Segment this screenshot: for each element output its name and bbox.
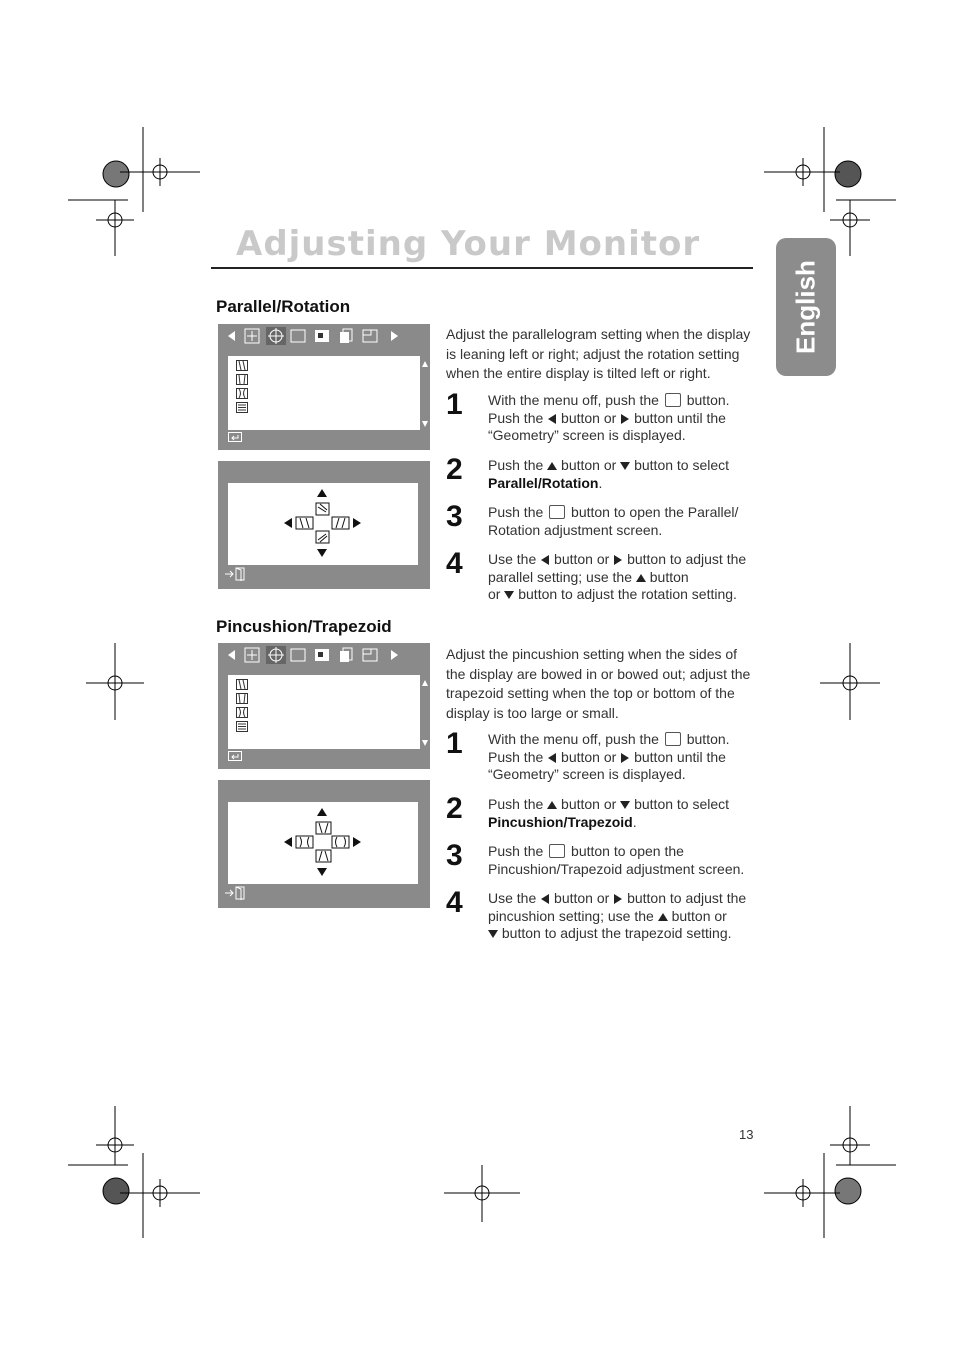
- step-text: Use the button or button to adjust the pincushion setting; use the button or button to adjust the trapezoid setting.: [488, 890, 747, 941]
- osd-window-icon: [362, 328, 378, 344]
- osd-right-arrow-icon: [386, 647, 402, 663]
- page-title: Adjusting Your Monitor: [236, 224, 701, 264]
- osd-adjust-area: [228, 483, 418, 565]
- step-text: With the menu off, push the button. Push the button or button until the “Geometry” screen is displayed.: [488, 731, 730, 782]
- osd-list-area: [228, 675, 420, 749]
- osd-position-icon: [244, 328, 260, 344]
- step-text: Push the button or button to select Pincushion/Trapezoid.: [488, 796, 730, 830]
- language-tab-label: English: [790, 260, 821, 354]
- step-text: Push the button to open the Pincushion/Trapezoid adjustment screen.: [488, 843, 745, 877]
- up-arrow-icon: [547, 800, 557, 810]
- pincushion-icon: [236, 388, 248, 399]
- osd-contrast-icon: [314, 647, 330, 663]
- osd-right-arrow-icon: [386, 328, 402, 344]
- up-arrow-icon: [547, 461, 557, 471]
- step-number: 3: [446, 839, 463, 872]
- osd-adjust-area: [228, 802, 418, 884]
- step-number: 2: [446, 792, 463, 825]
- down-arrow-icon: [620, 461, 630, 471]
- osd-enter-icon: [228, 432, 242, 442]
- step-number: 1: [446, 727, 463, 760]
- list-menu-icon: [236, 721, 248, 732]
- title-rule: [211, 267, 753, 269]
- pincushion-icon: [236, 707, 248, 718]
- section-intro-pincushion-trapezoid: Adjust the pincushion setting when the sides of the display are bowed in or bowed out; adjust the trapezoid setting when the top or bottom of the display is too large or small.: [446, 646, 751, 721]
- step-number: 1: [446, 388, 463, 421]
- osd-scroll-down-icon: [421, 739, 429, 747]
- parallelogram-icon: [236, 360, 248, 371]
- osd-scroll-up-icon: [421, 679, 429, 687]
- step-number: 4: [446, 886, 463, 919]
- step-text: Use the button or button to adjust the parallel setting; use the button or button to adjust the rotation setting.: [488, 551, 747, 602]
- adjust-arrows-diagram: [228, 802, 418, 884]
- step-text: Push the button to open the Parallel/ Rotation adjustment screen.: [488, 504, 739, 538]
- section-heading-parallel-rotation: Parallel/Rotation: [216, 297, 351, 316]
- osd-size-icon: [290, 328, 306, 344]
- osd-icon-row: [224, 647, 424, 665]
- down-arrow-icon: [620, 800, 630, 810]
- enter-button-icon: [549, 844, 565, 858]
- osd-scroll-down-icon: [421, 420, 429, 428]
- enter-button-icon: [665, 393, 681, 407]
- osd-window-icon: [362, 647, 378, 663]
- right-arrow-icon: [613, 555, 623, 565]
- osd-geometry-icon: [266, 646, 286, 664]
- osd-left-arrow-icon: [224, 647, 240, 663]
- osd-left-arrow-icon: [224, 328, 240, 344]
- section-intro-parallel-rotation: Adjust the parallelogram setting when the display is leaning left or right; adjust the rotation setting when the entire display is tilted left or right.: [446, 326, 751, 381]
- parallelogram-icon: [236, 679, 248, 690]
- left-arrow-icon: [540, 894, 550, 904]
- up-arrow-icon: [636, 573, 646, 583]
- right-arrow-icon: [620, 753, 630, 763]
- osd-enter-icon: [228, 751, 242, 761]
- osd-language-icon: [338, 647, 354, 663]
- step-number: 2: [446, 453, 463, 486]
- enter-button-icon: [549, 505, 565, 519]
- osd-geometry-menu: [218, 324, 430, 450]
- trapezoid-icon: [236, 374, 248, 385]
- osd-icon-row: [224, 328, 424, 346]
- left-arrow-icon: [540, 555, 550, 565]
- osd-exit-icon: [224, 567, 246, 581]
- down-arrow-icon: [488, 929, 498, 939]
- left-arrow-icon: [547, 414, 557, 424]
- osd-parallel-rotation-adjust: [218, 461, 430, 589]
- osd-pincushion-trapezoid-adjust: [218, 780, 430, 908]
- step-text: Push the button or button to select Parallel/Rotation.: [488, 457, 730, 491]
- osd-geometry-icon: [266, 327, 286, 345]
- right-arrow-icon: [620, 414, 630, 424]
- language-tab: [776, 238, 836, 376]
- osd-language-icon: [338, 328, 354, 344]
- step-number: 3: [446, 500, 463, 533]
- osd-list-area: [228, 356, 420, 430]
- osd-contrast-icon: [314, 328, 330, 344]
- trapezoid-icon: [236, 693, 248, 704]
- right-arrow-icon: [613, 894, 623, 904]
- osd-position-icon: [244, 647, 260, 663]
- adjust-arrows-diagram: [228, 483, 418, 565]
- osd-scroll-up-icon: [421, 360, 429, 368]
- enter-button-icon: [665, 732, 681, 746]
- step-number: 4: [446, 547, 463, 580]
- page-number: 13: [739, 1127, 754, 1142]
- left-arrow-icon: [547, 753, 557, 763]
- list-menu-icon: [236, 402, 248, 413]
- osd-geometry-menu: [218, 643, 430, 769]
- osd-exit-icon: [224, 886, 246, 900]
- down-arrow-icon: [504, 590, 514, 600]
- section-heading-pincushion-trapezoid: Pincushion/Trapezoid: [216, 617, 392, 636]
- osd-size-icon: [290, 647, 306, 663]
- up-arrow-icon: [658, 912, 668, 922]
- step-text: With the menu off, push the button. Push the button or button until the “Geometry” screen is displayed.: [488, 392, 730, 443]
